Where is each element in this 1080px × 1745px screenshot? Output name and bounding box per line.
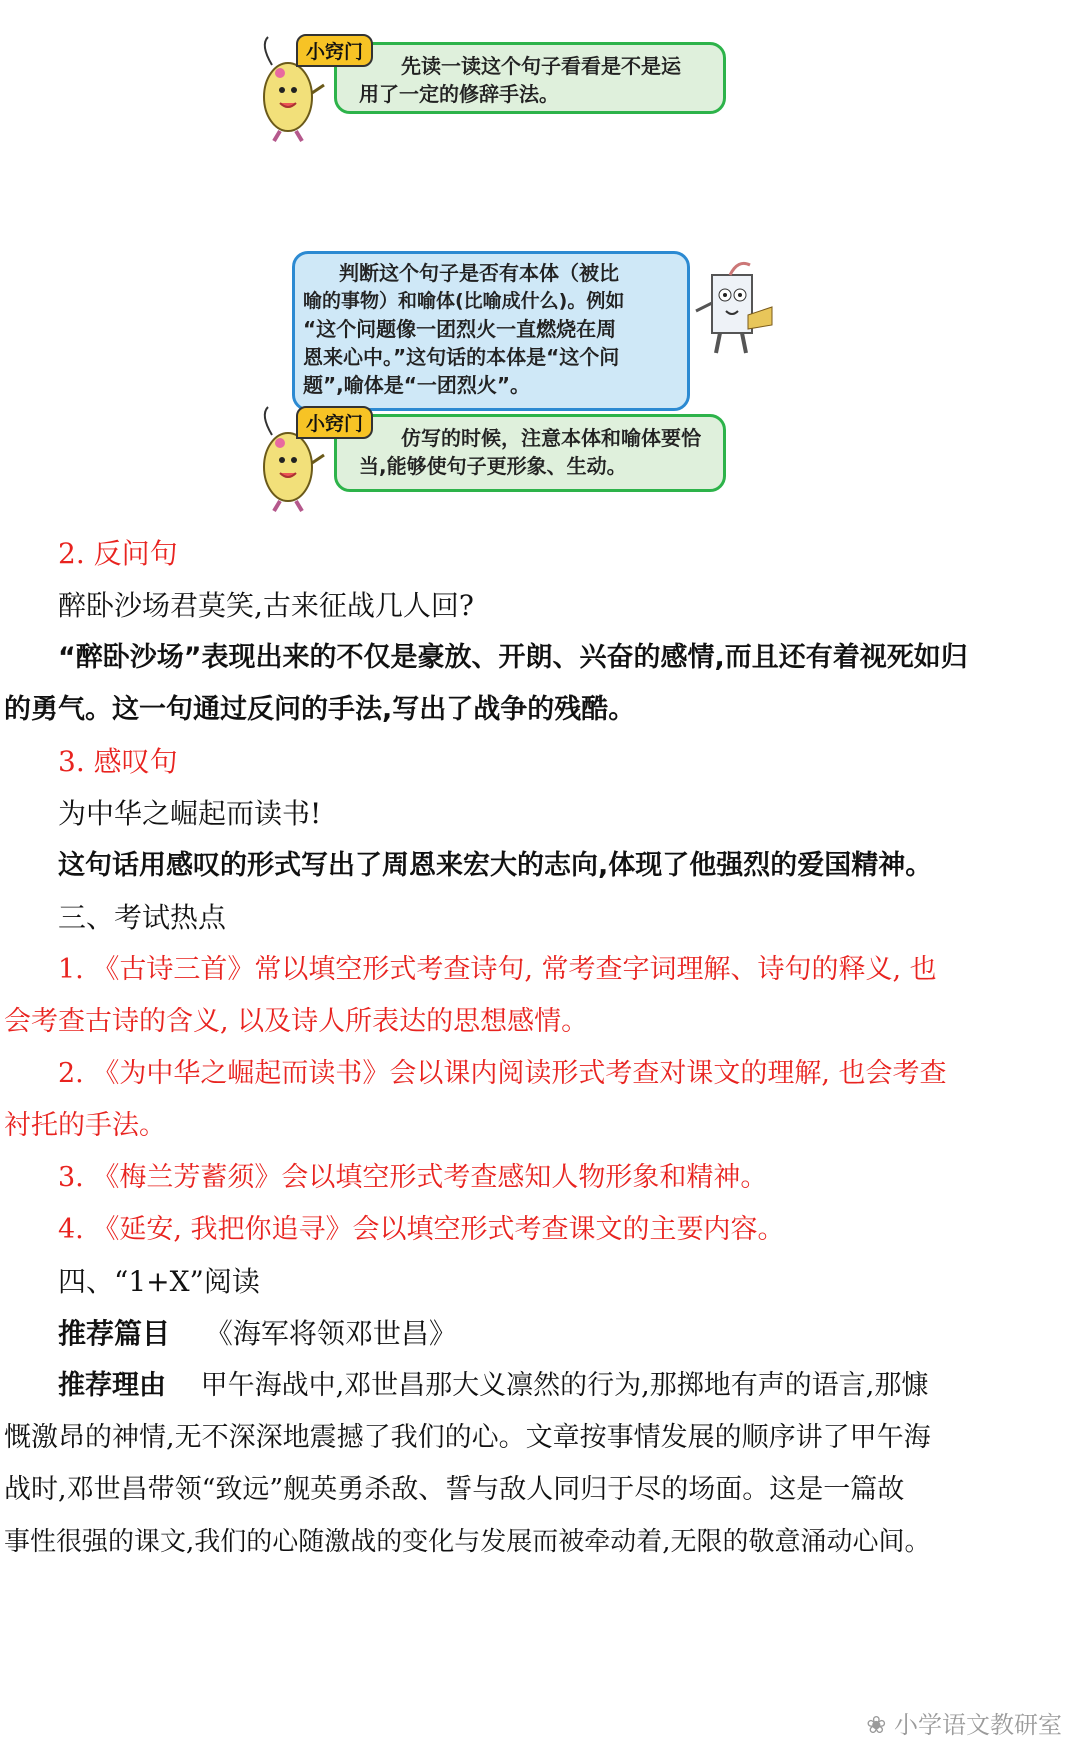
tip2-line1: 判断这个句子是否有本体（被比 <box>339 261 619 285</box>
exam-item: 会考查古诗的含义, 以及诗人所表达的思想感情。 <box>4 1006 589 1037</box>
tip2-line2: 喻的事物）和喻体(比喻成什么)。例如 <box>303 290 625 312</box>
tip-box-1 <box>334 42 726 114</box>
reason-text: 战时,邓世昌带领“致远”舰英勇杀敌、誓与敌人同归于尽的场面。这是一篇故 <box>4 1474 905 1505</box>
rec-label: 推荐篇目 <box>58 1317 171 1350</box>
section-heading-exam: 三、考试热点 <box>58 901 227 934</box>
tip-box-2 <box>292 251 690 411</box>
rec-value: 《海军将领邓世昌》 <box>204 1317 457 1350</box>
example-sentence: 为中华之崛起而读书! <box>58 797 322 830</box>
tip1-line2: 用了一定的修辞手法。 <box>359 82 559 106</box>
tip2-line4: 恩来心中。”这句话的本体是“这个问 <box>303 345 620 369</box>
explanation-line: 这句话用感叹的形式写出了周恩来宏大的志向,体现了他强烈的爱国精神。 <box>58 850 933 881</box>
reason-text: 事性很强的课文,我们的心随激战的变化与发展而被牵动着,无限的敬意涌动心间。 <box>4 1527 931 1557</box>
tip1-line1: 先读一读这个句子看看是不是运 <box>401 54 681 78</box>
section-heading-reading: 四、“1+X”阅读 <box>58 1265 260 1298</box>
exam-item: 4. 《延安, 我把你追寻》会以填空形式考查课文的主要内容。 <box>58 1214 785 1245</box>
exam-item: 1. 《古诗三首》常以填空形式考查诗句, 常考查字词理解、诗句的释义, 也 <box>58 954 937 985</box>
reason-label: 推荐理由 <box>58 1370 166 1401</box>
tip-box-3 <box>334 414 726 492</box>
section-title-exclamatory: 3. 感叹句 <box>58 745 178 778</box>
exam-item: 3. 《梅兰芳蓄须》会以填空形式考查感知人物形象和精神。 <box>58 1162 768 1193</box>
section-title-rhetorical: 2. 反问句 <box>58 537 178 570</box>
explanation-line: 的勇气。这一句通过反问的手法,写出了战争的残酷。 <box>4 694 636 725</box>
tip3-tab: 小窍门 <box>296 406 373 439</box>
recommend-reason <box>58 1366 928 1406</box>
watermark <box>866 1705 1062 1740</box>
reason-text: 甲午海战中,邓世昌那大义凛然的行为,那掷地有声的语言,那慷 <box>200 1370 929 1401</box>
recommended-article <box>58 1314 457 1354</box>
tip1-tab: 小窍门 <box>296 34 373 67</box>
tip3-line2: 当,能够使句子更形象、生动。 <box>359 454 627 478</box>
reason-text: 慨激昂的神情,无不深深地震撼了我们的心。文章按事情发展的顺序讲了甲午海 <box>4 1422 931 1453</box>
watermark-text: 小学语文教研室 <box>894 1711 1062 1739</box>
book-character-icon <box>690 255 780 365</box>
tip2-line3: “这个问题像一团烈火一直燃烧在周 <box>303 317 617 341</box>
example-sentence: 醉卧沙场君莫笑,古来征战几人回? <box>58 589 474 622</box>
tip2-line5: 题”,喻体是“一团烈火”。 <box>303 373 531 397</box>
tip3-line1: 仿写的时候，注意本体和喻体要恰 <box>401 426 701 450</box>
exam-item: 2. 《为中华之崛起而读书》会以课内阅读形式考查对课文的理解, 也会考查 <box>58 1058 947 1089</box>
wechat-icon: ❀ <box>866 1711 894 1739</box>
exam-item: 衬托的手法。 <box>4 1110 166 1141</box>
explanation-line: “醉卧沙场”表现出来的不仅是豪放、开朗、兴奋的感情,而且还有着视死如归 <box>58 642 968 673</box>
